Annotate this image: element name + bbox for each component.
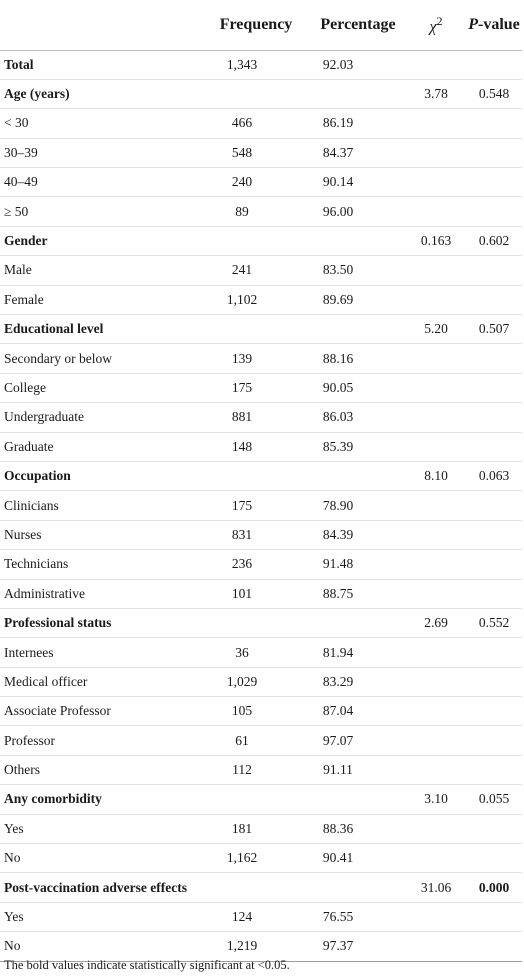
row-frequency: 105	[202, 697, 310, 726]
row-label: Age (years)	[0, 79, 202, 108]
row-frequency	[202, 785, 310, 814]
row-percentage: 81.94	[310, 638, 406, 667]
header-label	[0, 0, 202, 50]
table-row	[0, 432, 522, 461]
table-row	[0, 814, 522, 843]
row-chi-square	[406, 491, 466, 520]
row-frequency: 241	[202, 256, 310, 285]
row-percentage: 86.03	[310, 403, 406, 432]
table-row	[0, 197, 522, 226]
row-label: < 30	[0, 109, 202, 138]
row-p-value: 0.602	[466, 226, 522, 255]
row-chi-square	[406, 344, 466, 373]
row-percentage: 83.50	[310, 256, 406, 285]
row-frequency: 881	[202, 403, 310, 432]
row-p-value	[466, 168, 522, 197]
row-label: Post-vaccination adverse effects	[0, 873, 202, 902]
row-label: ≥ 50	[0, 197, 202, 226]
row-chi-square: 8.10	[406, 461, 466, 490]
row-chi-square	[406, 50, 466, 79]
row-p-value	[466, 50, 522, 79]
row-frequency	[202, 79, 310, 108]
row-chi-square	[406, 579, 466, 608]
table-row	[0, 373, 522, 402]
row-frequency: 548	[202, 138, 310, 167]
row-label: Nurses	[0, 520, 202, 549]
row-p-value	[466, 256, 522, 285]
row-percentage: 91.48	[310, 550, 406, 579]
table-row	[0, 755, 522, 784]
row-label: Medical officer	[0, 667, 202, 696]
row-percentage: 91.11	[310, 755, 406, 784]
row-frequency: 124	[202, 902, 310, 931]
row-percentage: 96.00	[310, 197, 406, 226]
row-frequency: 831	[202, 520, 310, 549]
row-percentage	[310, 226, 406, 255]
row-percentage: 90.14	[310, 168, 406, 197]
row-p-value	[466, 697, 522, 726]
row-chi-square: 2.69	[406, 608, 466, 637]
row-label: Technicians	[0, 550, 202, 579]
row-p-value	[466, 403, 522, 432]
table-row	[0, 550, 522, 579]
row-label: Yes	[0, 814, 202, 843]
row-label: Professional status	[0, 608, 202, 637]
row-percentage: 87.04	[310, 697, 406, 726]
row-frequency: 112	[202, 755, 310, 784]
row-percentage	[310, 785, 406, 814]
table-row	[0, 344, 522, 373]
row-chi-square	[406, 138, 466, 167]
row-chi-square: 31.06	[406, 873, 466, 902]
table-row	[0, 109, 522, 138]
row-percentage: 88.75	[310, 579, 406, 608]
row-label: 30–39	[0, 138, 202, 167]
table-row	[0, 697, 522, 726]
row-label: No	[0, 844, 202, 873]
table-row	[0, 902, 522, 931]
header-row	[0, 0, 522, 50]
row-frequency: 236	[202, 550, 310, 579]
row-percentage	[310, 873, 406, 902]
row-label: Female	[0, 285, 202, 314]
row-frequency: 1,343	[202, 50, 310, 79]
row-frequency	[202, 461, 310, 490]
row-chi-square	[406, 932, 466, 961]
table-row	[0, 638, 522, 667]
row-frequency: 89	[202, 197, 310, 226]
row-p-value	[466, 197, 522, 226]
row-percentage	[310, 461, 406, 490]
table-row	[0, 138, 522, 167]
row-chi-square	[406, 373, 466, 402]
table-group-row	[0, 461, 522, 490]
table-footnote: The bold values indicate statistically significant at <0.05.	[4, 958, 290, 972]
row-percentage: 92.03	[310, 50, 406, 79]
row-label: Undergraduate	[0, 403, 202, 432]
row-p-value	[466, 550, 522, 579]
row-percentage: 97.07	[310, 726, 406, 755]
row-p-value	[466, 491, 522, 520]
row-chi-square	[406, 432, 466, 461]
row-p-value	[466, 755, 522, 784]
table-row	[0, 403, 522, 432]
row-label: Gender	[0, 226, 202, 255]
row-frequency	[202, 873, 310, 902]
row-p-value	[466, 667, 522, 696]
row-chi-square	[406, 844, 466, 873]
table-group-row	[0, 873, 522, 902]
row-percentage	[310, 315, 406, 344]
row-percentage: 97.37	[310, 932, 406, 961]
table-row	[0, 579, 522, 608]
row-label: Administrative	[0, 579, 202, 608]
row-p-value	[466, 932, 522, 961]
row-label: Any comorbidity	[0, 785, 202, 814]
row-chi-square	[406, 256, 466, 285]
row-percentage: 78.90	[310, 491, 406, 520]
table-row	[0, 520, 522, 549]
row-chi-square	[406, 814, 466, 843]
row-label: Total	[0, 50, 202, 79]
row-p-value: 0.000	[466, 873, 522, 902]
row-chi-square: 0.163	[406, 226, 466, 255]
row-label: College	[0, 373, 202, 402]
row-chi-square	[406, 520, 466, 549]
row-label: Secondary or below	[0, 344, 202, 373]
row-frequency: 1,219	[202, 932, 310, 961]
row-frequency: 175	[202, 373, 310, 402]
row-frequency: 1,102	[202, 285, 310, 314]
row-p-value: 0.552	[466, 608, 522, 637]
row-p-value	[466, 138, 522, 167]
header-percentage: Percentage	[310, 0, 406, 50]
row-chi-square	[406, 109, 466, 138]
row-p-value: 0.063	[466, 461, 522, 490]
row-chi-square	[406, 550, 466, 579]
row-chi-square	[406, 168, 466, 197]
row-chi-square	[406, 285, 466, 314]
row-p-value	[466, 109, 522, 138]
table-group-row	[0, 226, 522, 255]
row-label: Yes	[0, 902, 202, 931]
row-label: Educational level	[0, 315, 202, 344]
row-percentage: 83.29	[310, 667, 406, 696]
row-frequency: 181	[202, 814, 310, 843]
table-group-row	[0, 785, 522, 814]
row-frequency: 466	[202, 109, 310, 138]
table-group-row	[0, 79, 522, 108]
row-label: Graduate	[0, 432, 202, 461]
row-p-value	[466, 726, 522, 755]
row-percentage	[310, 608, 406, 637]
table-row	[0, 726, 522, 755]
row-percentage: 89.69	[310, 285, 406, 314]
p-letter: P	[468, 15, 478, 33]
row-frequency	[202, 608, 310, 637]
chi-superscript: 2	[436, 13, 443, 28]
row-label: Clinicians	[0, 491, 202, 520]
row-chi-square	[406, 697, 466, 726]
row-frequency: 139	[202, 344, 310, 373]
table-group-row	[0, 50, 522, 79]
row-percentage: 90.05	[310, 373, 406, 402]
row-p-value	[466, 285, 522, 314]
row-chi-square	[406, 902, 466, 931]
row-p-value	[466, 520, 522, 549]
row-chi-square: 3.78	[406, 79, 466, 108]
table-row	[0, 168, 522, 197]
row-frequency	[202, 226, 310, 255]
row-percentage	[310, 79, 406, 108]
row-percentage: 86.19	[310, 109, 406, 138]
row-p-value	[466, 579, 522, 608]
row-percentage: 90.41	[310, 844, 406, 873]
p-suffix: -value	[478, 15, 520, 33]
table-row	[0, 285, 522, 314]
table-row	[0, 667, 522, 696]
row-chi-square	[406, 403, 466, 432]
row-p-value	[466, 432, 522, 461]
table-row	[0, 844, 522, 873]
chi-symbol: χ	[429, 17, 437, 35]
table-row	[0, 256, 522, 285]
row-percentage: 76.55	[310, 902, 406, 931]
row-label: Occupation	[0, 461, 202, 490]
row-label: Professor	[0, 726, 202, 755]
header-p-value	[466, 0, 522, 50]
row-chi-square: 3.10	[406, 785, 466, 814]
table-group-row	[0, 315, 522, 344]
row-frequency: 36	[202, 638, 310, 667]
row-p-value	[466, 902, 522, 931]
header-chi-square	[406, 0, 466, 50]
row-p-value: 0.548	[466, 79, 522, 108]
row-frequency: 61	[202, 726, 310, 755]
table-body	[0, 50, 522, 961]
row-percentage: 85.39	[310, 432, 406, 461]
table-row	[0, 932, 522, 961]
row-percentage: 84.39	[310, 520, 406, 549]
row-label: Male	[0, 256, 202, 285]
row-percentage: 84.37	[310, 138, 406, 167]
row-label: Associate Professor	[0, 697, 202, 726]
row-p-value: 0.055	[466, 785, 522, 814]
row-chi-square	[406, 667, 466, 696]
row-chi-square	[406, 726, 466, 755]
row-chi-square	[406, 638, 466, 667]
row-label: No	[0, 932, 202, 961]
row-chi-square	[406, 197, 466, 226]
row-label: Internees	[0, 638, 202, 667]
row-percentage: 88.36	[310, 814, 406, 843]
row-label: 40–49	[0, 168, 202, 197]
row-p-value	[466, 814, 522, 843]
table-row	[0, 491, 522, 520]
row-frequency: 240	[202, 168, 310, 197]
table-header	[0, 0, 522, 50]
row-label: Others	[0, 755, 202, 784]
row-frequency	[202, 315, 310, 344]
row-p-value: 0.507	[466, 315, 522, 344]
row-frequency: 1,029	[202, 667, 310, 696]
row-chi-square: 5.20	[406, 315, 466, 344]
row-p-value	[466, 373, 522, 402]
row-frequency: 148	[202, 432, 310, 461]
row-frequency: 175	[202, 491, 310, 520]
row-chi-square	[406, 755, 466, 784]
row-percentage: 88.16	[310, 344, 406, 373]
row-p-value	[466, 344, 522, 373]
row-frequency: 1,162	[202, 844, 310, 873]
table-group-row	[0, 608, 522, 637]
header-frequency: Frequency	[202, 0, 310, 50]
row-frequency: 101	[202, 579, 310, 608]
row-p-value	[466, 844, 522, 873]
row-p-value	[466, 638, 522, 667]
